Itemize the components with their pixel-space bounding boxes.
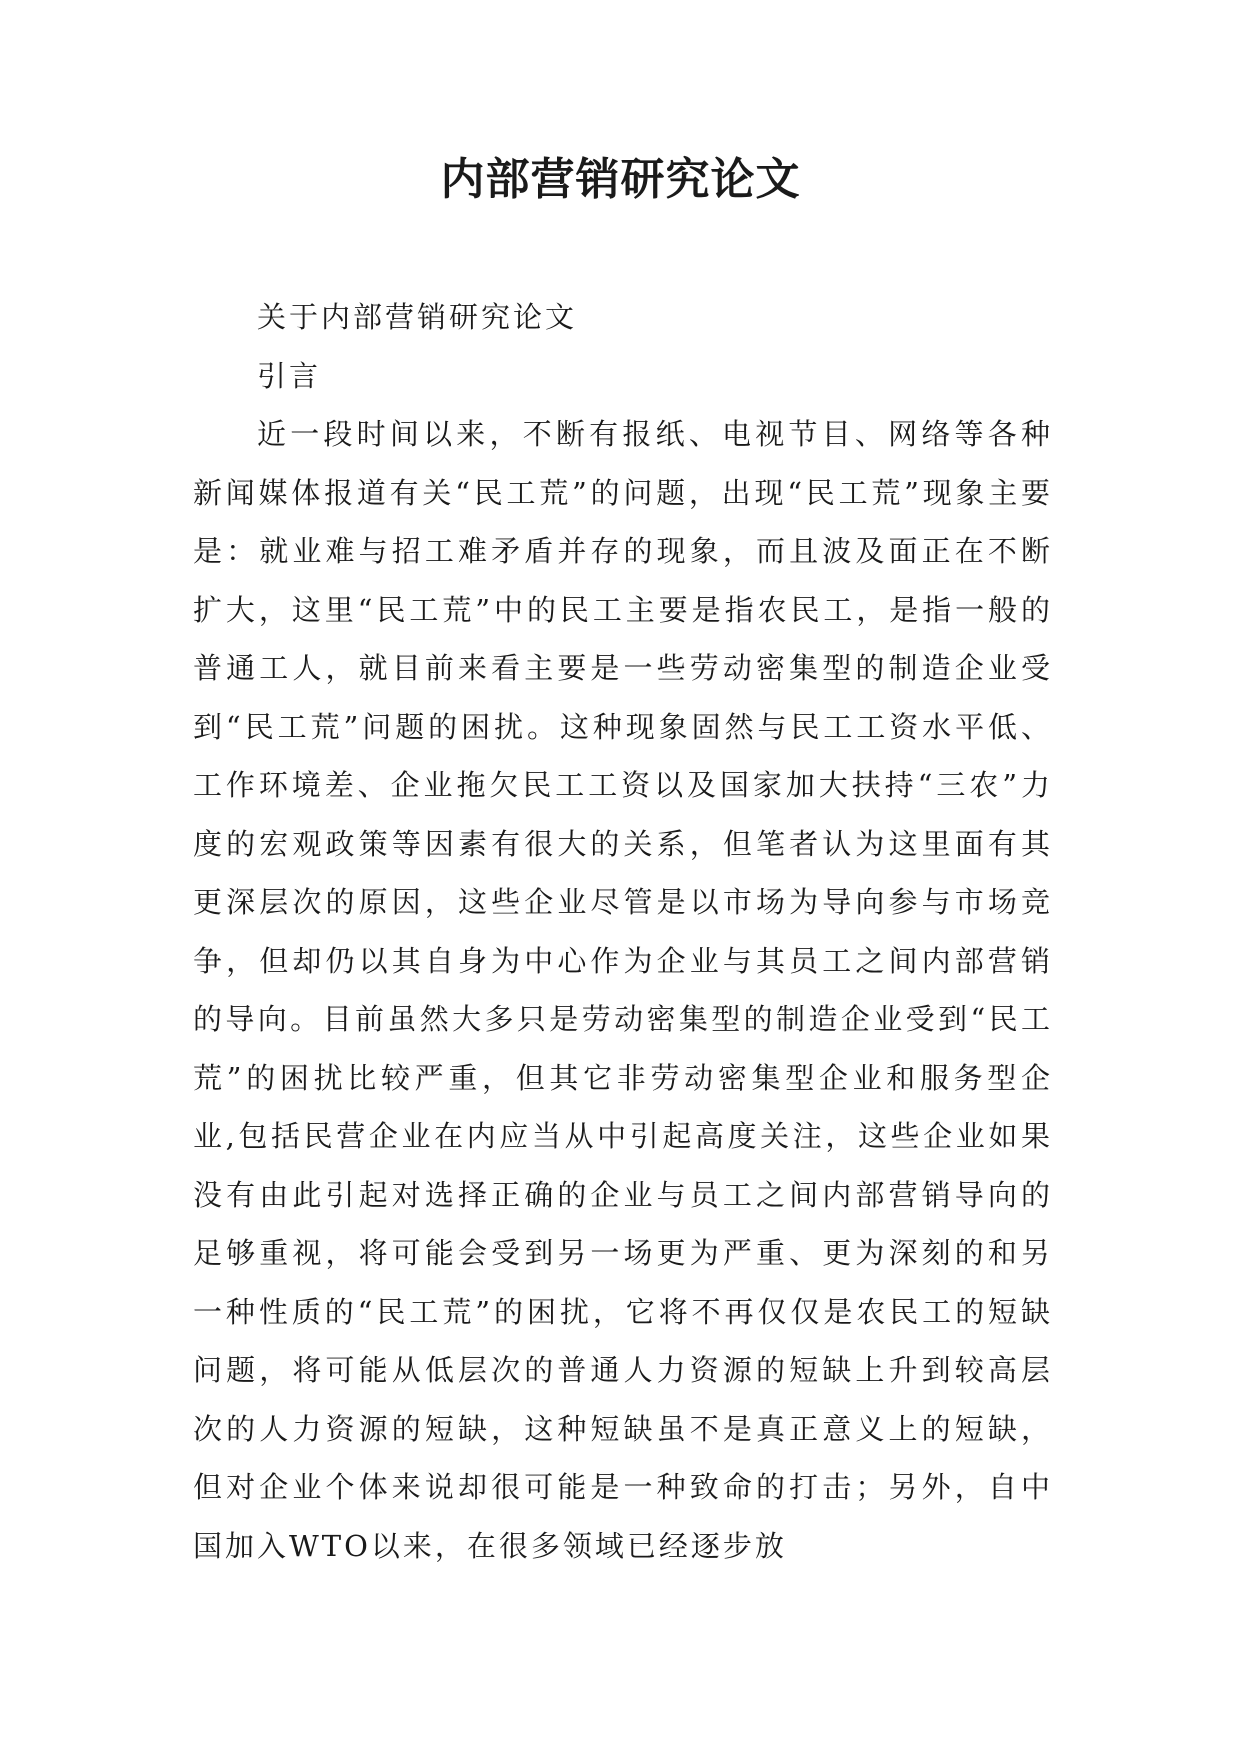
document-title: 内部营销研究论文 <box>440 154 801 205</box>
subtitle-line: 关于内部营销研究论文 <box>257 300 578 334</box>
document-body <box>193 288 1053 1575</box>
body-paragraph: 近一段时间以来，不断有报纸、电视节目、网络等各种新闻媒体报道有关“民工荒”的问题，出现“民工荒”现象主要是：就业难与招工难矛盾并存的现象，而且波及面正在不断扩大，这里“民工荒”中的民工主要是指农民工，是指一般的普通工人，就目前来看主要是一些劳动密集型的制造企业受到“民工荒”问题的困扰。这种现象固然与民工工资水平低、工作环境差、企业拖欠民工工资以及国家加大扶持“三农”力度的宏观政策等因素有很大的关系，但笔者认为这里面有其更深层次的原因，这些企业尽管是以市场为导向参与市场竞争，但却仍以其自身为中心作为企业与其员工之间内部营销的导向。目前虽然大多只是劳动密集型的制造企业受到“民工荒”的困扰比较严重，但其它非劳动密集型企业和服务型企业,包括民营企业在内应当从中引起高度关注，这些企业如果没有由此引起对选择正确的企业与员工之间内部营销导向的足够重视，将可能会受到另一场更为严重、更为深刻的和另一种性质的“民工荒”的困扰，它将不再仅仅是农民工的短缺问题，将可能从低层次的普通人力资源的短缺上升到较高层次的人力资源的短缺，这种短缺虽不是真正意义上的短缺，但对企业个体来说却很可能是一种致命的打击；另外，自中国加入WTO以来，在很多领域已经逐步放 <box>193 417 1053 1563</box>
section-heading-introduction: 引言 <box>257 358 322 393</box>
